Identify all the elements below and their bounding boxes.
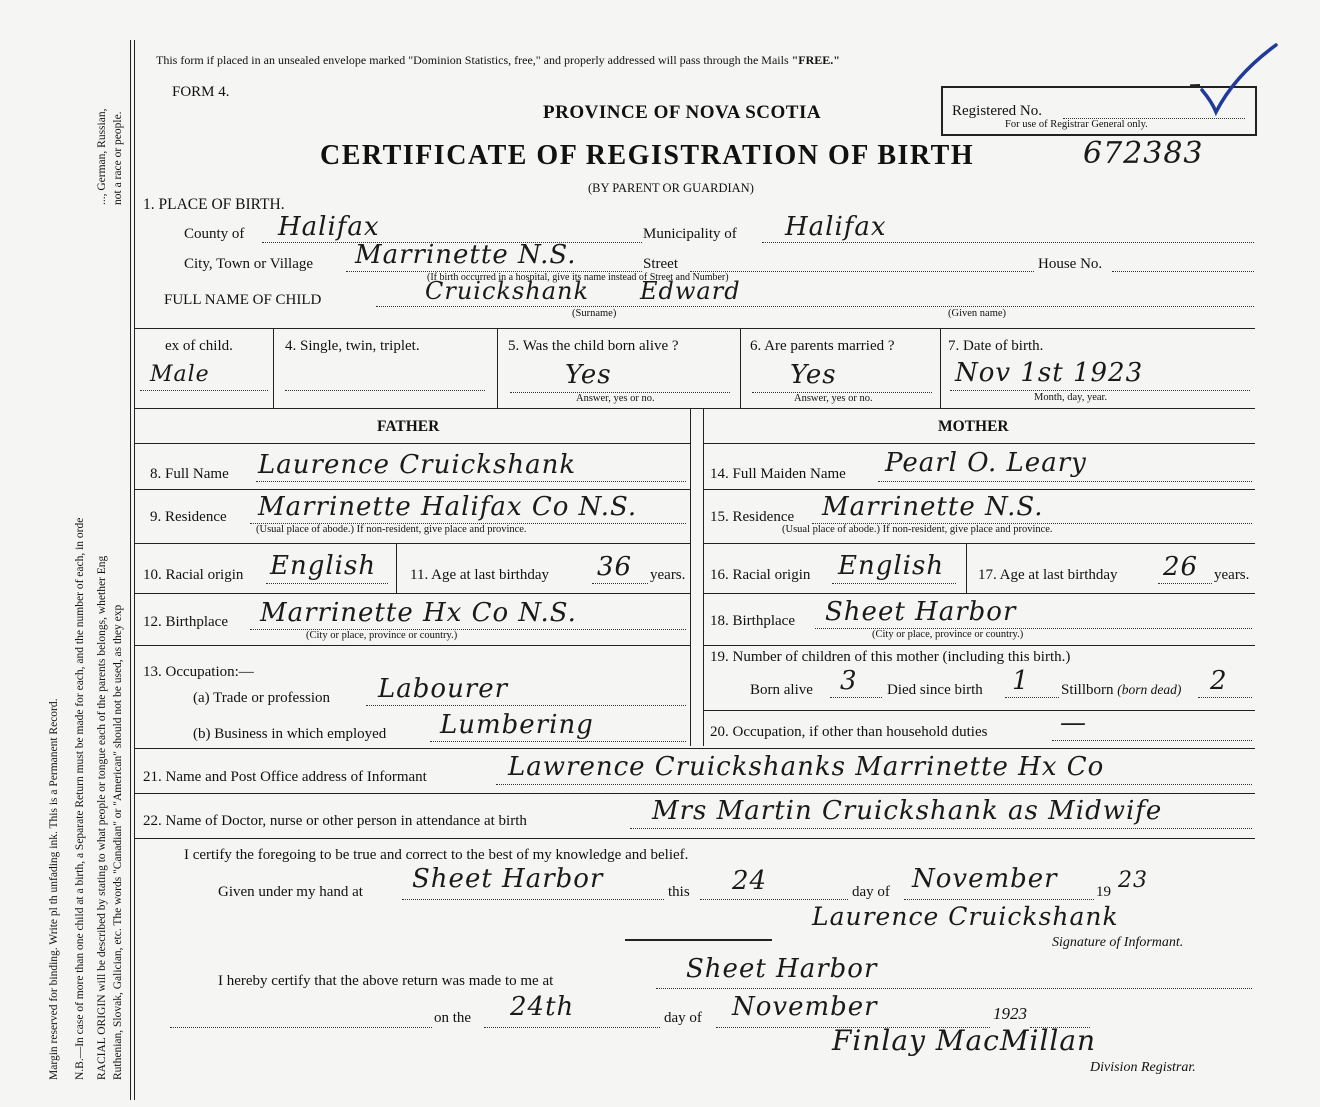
died-label: Died since birth (887, 682, 983, 698)
father-rule-2 (135, 543, 690, 544)
dob-value: Nov 1st 1923 (955, 358, 1144, 388)
father-age-value: 36 (597, 552, 633, 582)
alive-label: 5. Was the child born alive ? (508, 338, 679, 354)
form-number: FORM 4. (172, 84, 230, 100)
father-race-value: English (270, 551, 377, 581)
informant-line (496, 784, 1252, 785)
doctor-label: 22. Name of Doctor, nurse or other person in attendance at birth (143, 813, 527, 829)
informant-signature-caption: Signature of Informant. (1052, 935, 1184, 950)
mother-race-value: English (838, 551, 945, 581)
row3-divider-2 (497, 328, 498, 408)
registrar-statement: I hereby certify that the above return was made to me at (218, 973, 554, 989)
father-race-label: 10. Racial origin (143, 567, 244, 583)
row3-divider-4 (940, 328, 941, 408)
father-residence-label: 9. Residence (150, 509, 227, 525)
father-age-unit: years. (650, 567, 686, 583)
hospital-note: (If birth occurred in a hospital, give its name instead of Street and Number) (427, 272, 729, 283)
died-line (1005, 697, 1059, 698)
given-day-line (700, 899, 848, 900)
father-rule-3 (135, 593, 690, 594)
dob-label: 7. Date of birth. (948, 338, 1044, 354)
child-name-line (376, 306, 1254, 307)
mother-occupation-line (1052, 740, 1252, 741)
row3-divider-1 (273, 328, 274, 408)
mail-notice-text: This form if placed in an unsealed envelope marked "Dominion Statistics, free," and properly addressed will pass through the Mails (156, 53, 789, 67)
street-line (690, 271, 1034, 272)
registrar-day: 24th (510, 992, 575, 1022)
father-trade-value: Labourer (378, 674, 509, 704)
father-occupation-label: 13. Occupation:— (143, 664, 254, 680)
mother-age-label: 17. Age at last birthday (978, 567, 1118, 583)
margin-rule-inner (134, 40, 135, 1100)
registrar-on-label: on the (434, 1010, 472, 1026)
mail-notice-free: "FREE." (791, 53, 840, 67)
mother-rule-1 (703, 489, 1255, 490)
father-rule-1 (135, 489, 690, 490)
mother-age-value: 26 (1163, 552, 1199, 582)
registrar-month: November (732, 992, 878, 1022)
house-line (1112, 271, 1254, 272)
plurality-line (285, 390, 485, 391)
place-heading: 1. PLACE OF BIRTH. (143, 196, 285, 213)
registrar-caption: Division Registrar. (1090, 1060, 1196, 1075)
certify-top-rule (135, 838, 1255, 839)
died-value: 1 (1012, 666, 1030, 696)
child-surname: Cruickshank (425, 277, 590, 305)
margin-note-5: ..., German, Russian, (96, 108, 108, 205)
father-residence-caption: (Usual place of abode.) If non-resident, give place and province. (256, 524, 527, 535)
municipality-line (762, 242, 1254, 243)
binding-margin (40, 40, 132, 1100)
margin-note-6: not a race or people. (112, 111, 124, 205)
born-alive-value: 3 (840, 666, 858, 696)
mother-rule-5 (703, 710, 1255, 711)
province-heading: PROVINCE OF NOVA SCOTIA (543, 102, 822, 123)
certify-statement: I certify the foregoing to be true and correct to the best of my knowledge and belief. (184, 847, 689, 863)
mother-rule-4 (703, 645, 1255, 646)
mother-residence-caption: (Usual place of abode.) If non-resident, give place and province. (782, 524, 1053, 535)
father-heading-rule (135, 443, 690, 444)
father-name-value: Laurence Cruickshank (258, 450, 577, 480)
father-residence-value: Marrinette Halifax Co N.S. (258, 492, 638, 522)
municipality-label: Municipality of (643, 226, 737, 242)
mother-column-left-rule (703, 408, 704, 746)
mother-name-value: Pearl O. Leary (885, 448, 1087, 478)
father-name-label: 8. Full Name (150, 466, 229, 482)
certificate-subtitle: (BY PARENT OR GUARDIAN) (588, 181, 754, 195)
city-value: Marrinette N.S. (355, 240, 577, 270)
mother-race-age-divider (966, 543, 967, 593)
father-birthplace-value: Marrinette Hx Co N.S. (260, 598, 577, 628)
mother-race-label: 16. Racial origin (710, 567, 811, 583)
this-label: this (668, 884, 690, 900)
registrar-signature: Finlay MacMillan (832, 1024, 1097, 1057)
registered-note: For use of Registrar General only. (1005, 119, 1148, 130)
mother-residence-label: 15. Residence (710, 509, 795, 525)
mother-heading-rule (703, 443, 1255, 444)
married-caption: Answer, yes or no. (794, 393, 873, 404)
margin-note-1: Margin reserved for binding. Write pl th unfading ink. This is a Permanent Record. (48, 698, 60, 1080)
registrar-dayof-label: day of (664, 1010, 702, 1026)
father-age-line (592, 583, 648, 584)
given-year-prefix: 19 (1096, 884, 1111, 900)
registrar-place-line (656, 988, 1252, 989)
alive-caption: Answer, yes or no. (576, 393, 655, 404)
check-mark-icon (1190, 40, 1280, 120)
registrar-day-line (484, 1027, 660, 1028)
father-business-line (430, 741, 686, 742)
given-year: 23 (1118, 868, 1148, 893)
registrar-place: Sheet Harbor (686, 954, 878, 984)
father-birthplace-label: 12. Birthplace (143, 614, 228, 630)
given-place-line (402, 899, 664, 900)
born-alive-line (830, 697, 882, 698)
stillborn-value: 2 (1210, 666, 1228, 696)
born-alive-label: Born alive (750, 682, 813, 698)
row3-bottom-rule (135, 408, 1255, 409)
given-day: 24 (732, 866, 768, 896)
married-value: Yes (790, 360, 837, 390)
father-birthplace-caption: (City or place, province or country.) (306, 630, 458, 641)
county-label: County of (184, 226, 245, 242)
certificate-title: CERTIFICATE OF REGISTRATION OF BIRTH (320, 140, 975, 171)
mother-heading: MOTHER (938, 418, 1009, 435)
dob-caption: Month, day, year. (1034, 392, 1108, 403)
given-caption: (Given name) (948, 308, 1007, 319)
doctor-line (630, 828, 1252, 829)
mother-age-line (1158, 583, 1212, 584)
certificate-number: 672383 (1083, 136, 1204, 171)
county-value: Halifax (278, 212, 380, 242)
doctor-top-rule (135, 793, 1255, 794)
father-business-value: Lumbering (440, 710, 594, 740)
row3-divider-3 (740, 328, 741, 408)
house-label: House No. (1038, 256, 1103, 272)
given-month-line (904, 899, 1094, 900)
plurality-label: 4. Single, twin, triplet. (285, 338, 420, 354)
father-race-line (266, 583, 388, 584)
surname-caption: (Surname) (572, 308, 617, 319)
informant-label: 21. Name and Post Office address of Informant (143, 769, 427, 785)
informant-value: Lawrence Cruickshanks Marrinette Hx Co (508, 752, 1105, 782)
father-trade-line (366, 705, 686, 706)
mother-rule-3 (703, 593, 1255, 594)
informant-top-rule (135, 748, 1255, 749)
municipality-value: Halifax (785, 212, 887, 242)
stillborn-label (1061, 682, 1181, 699)
mother-occupation-label: 20. Occupation, if other than household duties (710, 724, 988, 740)
dob-line (950, 390, 1250, 391)
city-label: City, Town or Village (184, 256, 314, 272)
father-name-line (256, 481, 686, 482)
mother-birthplace-caption: (City or place, province or country.) (872, 629, 1024, 640)
registered-label: Registered No. (952, 103, 1042, 119)
signature-separator (625, 939, 772, 941)
registrar-leading-line (170, 1027, 432, 1028)
mother-residence-value: Marrinette N.S. (822, 492, 1044, 522)
given-month: November (912, 864, 1058, 894)
margin-note-2: N.B.—In case of more than one child at a birth, a Separate Return must be made for each, and the number of each, in orde (74, 517, 86, 1080)
margin-note-3: RACIAL ORIGIN will be described by stating to what people or tongue each of the parents belongs, whether Eng (96, 555, 108, 1080)
mother-age-unit: years. (1214, 567, 1250, 583)
father-age-label: 11. Age at last birthday (410, 567, 549, 583)
child-name-label: FULL NAME OF CHILD (164, 292, 322, 308)
street-label: Street (643, 256, 678, 272)
given-dayof-label: day of (852, 884, 890, 900)
father-business-label: (b) Business in which employed (193, 726, 387, 742)
mail-notice (156, 53, 840, 68)
stillborn-note: (born dead) (1117, 682, 1182, 697)
child-given-name: Edward (640, 277, 741, 305)
father-heading: FATHER (377, 418, 440, 435)
married-label: 6. Are parents married ? (750, 338, 895, 354)
row3-top-rule (135, 328, 1255, 329)
mother-name-label: 14. Full Maiden Name (710, 466, 846, 482)
sex-value: Male (150, 362, 210, 387)
father-column-right-rule (690, 408, 691, 746)
mother-occupation-value: — (1060, 708, 1087, 738)
given-place: Sheet Harbor (412, 864, 604, 894)
stillborn-text: Stillborn (1061, 682, 1114, 698)
informant-signature: Laurence Cruickshank (812, 902, 1119, 931)
margin-rule (130, 40, 131, 1100)
mother-name-line (878, 481, 1252, 482)
mother-birthplace-value: Sheet Harbor (825, 597, 1017, 627)
registrar-year: 1923 (993, 1004, 1027, 1023)
mother-children-label: 19. Number of children of this mother (including this birth.) (710, 649, 1071, 665)
sex-line (140, 390, 268, 391)
mother-rule-2 (703, 543, 1255, 544)
father-trade-label: (a) Trade or profession (193, 690, 331, 706)
mother-birthplace-label: 18. Birthplace (710, 613, 795, 629)
stillborn-line (1198, 697, 1252, 698)
alive-value: Yes (565, 360, 612, 390)
father-race-age-divider (396, 543, 397, 593)
father-rule-4 (135, 645, 690, 646)
sex-label: ex of child. (165, 338, 233, 354)
doctor-value: Mrs Martin Cruickshank as Midwife (652, 796, 1163, 826)
margin-note-4: Ruthenian, Slovak, Galician, etc. The words "Canadian" or "American" should not be used, as they exp (112, 604, 124, 1080)
given-label: Given under my hand at (218, 884, 363, 900)
mother-race-line (832, 583, 956, 584)
